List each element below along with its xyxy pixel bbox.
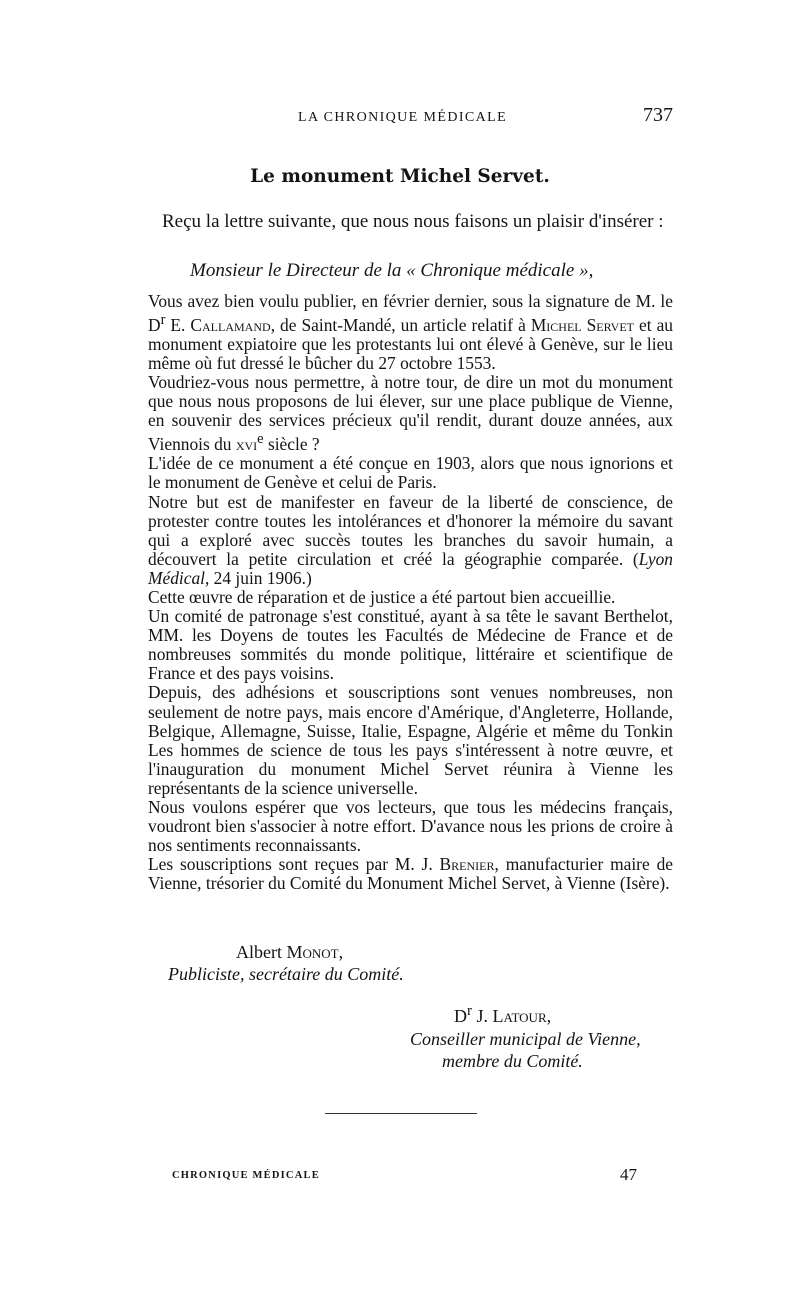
paragraph-3: L'idée de ce monument a été conçue en 1903, alors que nous ignorions et le monument de Genève et celui de Paris. <box>148 453 673 493</box>
text-run: , manufacturier maire de Vienne, trésorier du Comité du Monument Michel Servet, à Vienne (Isère). <box>148 854 673 894</box>
author-name: Callamand <box>190 314 271 335</box>
initial: J. <box>472 1006 493 1026</box>
first-name: Albert <box>236 942 287 962</box>
paragraph-8: Nous voulons espérer que vos lecteurs, que tous les médecins français, voudront bien s'associer à notre effort. D'avance nous les prions de croire à nos sentiments reconnaissants. <box>148 797 673 856</box>
paragraph-6: Un comité de patronage s'est constitué, ayant à sa tête le savant Berthelot, MM. les Doyens de toutes les Facultés de Médecine de France et de nombreuses sommités du monde politique, littéraire et scientifique de France et des pays voisins. <box>148 606 673 684</box>
signatory-name <box>454 1003 551 1027</box>
text-run: Vous avez bien voulu publier, en février dernier, sous la signature de M. le D <box>148 291 673 335</box>
text-run: siècle ? <box>263 434 320 455</box>
page-number: 737 <box>643 104 673 126</box>
subject-name: Michel Servet <box>530 314 634 335</box>
running-title: LA CHRONIQUE MÉDICALE <box>298 110 508 125</box>
superscript: r <box>467 1003 472 1019</box>
paragraph-1 <box>148 292 673 373</box>
text-run: , 24 juin 1906.) <box>204 567 312 588</box>
paragraph-5: Cette œuvre de réparation et de justice a été partout bien accueillie. <box>148 587 616 607</box>
article-title: Le monument Michel Servet. <box>250 166 550 187</box>
letter-body <box>148 292 673 894</box>
surname: Monot <box>286 942 339 962</box>
paragraph-7: Depuis, des adhésions et souscriptions sont venues nombreuses, non seulement de notre pays, mais encore d'Amérique, d'Angleterre, Hollande, Belgique, Allemagne, Suisse, Italie, Espagne, Algérie et même du Tonkin Les hommes de science de tous les pays s'intéressent à notre œuvre, et l'inauguration du monument Michel Servet réunira à Vienne les représentants de la science universelle. <box>148 682 673 798</box>
text-run: , de Saint-Mandé, un article relatif à <box>270 314 531 335</box>
punctuation: , <box>546 1006 552 1026</box>
text-run: Notre but est de manifester en faveur de la liberté de conscience, de protester contre toutes les intolérances et d'honorer la mémoire du savant qui a exploré avec succès toutes les branches du savoir humain, a découvert la petite circulation et créé la géographie comparée. ( <box>148 491 673 569</box>
signatory-role-line-1: Conseiller municipal de Vienne, <box>410 1029 641 1049</box>
footer-journal-name: CHRONIQUE MÉDICALE <box>172 1170 320 1181</box>
punctuation: , <box>338 942 344 962</box>
text-run: Les souscriptions sont reçues par M. J. <box>148 854 440 875</box>
paragraph-4 <box>148 493 673 588</box>
superscript: e <box>257 431 264 448</box>
text-run: et au monument expiatoire que les protestants lui ont élevé à Genève, sur le lieu même où fut dressé le bûcher du 27 octobre 1553. <box>148 314 673 374</box>
text-run: Voudriez-vous nous permettre, à notre tour, de dire un mot du monument que nous nous proposons de lui élever, sur une place publique de Vienne, en souvenir des services précieux qu'il rendit, durant douze années, aux Viennois du <box>148 372 673 455</box>
signatory-role: Publiciste, secrétaire du Comité. <box>168 964 404 984</box>
surname: Latour <box>492 1006 547 1026</box>
letter-salutation: Monsieur le Directeur de la « Chronique médicale », <box>190 260 594 281</box>
journal-citation: Lyon Médical <box>148 548 673 588</box>
century-numeral: xvi <box>235 434 258 455</box>
title-prefix: D <box>454 1006 467 1026</box>
paragraph-2 <box>148 373 673 454</box>
superscript: r <box>160 312 166 329</box>
treasurer-name: Brenier <box>439 854 495 875</box>
footer-sheet-number: 47 <box>620 1165 637 1184</box>
section-divider <box>325 1113 477 1114</box>
signatory-role-line-2: membre du Comité. <box>442 1051 583 1071</box>
text-run: E. <box>165 314 191 335</box>
running-header <box>148 106 673 132</box>
paragraph-9 <box>148 855 673 893</box>
signatory-name <box>236 942 343 963</box>
intro-line: Reçu la lettre suivante, que nous nous faisons un plaisir d'insérer : <box>162 211 664 232</box>
